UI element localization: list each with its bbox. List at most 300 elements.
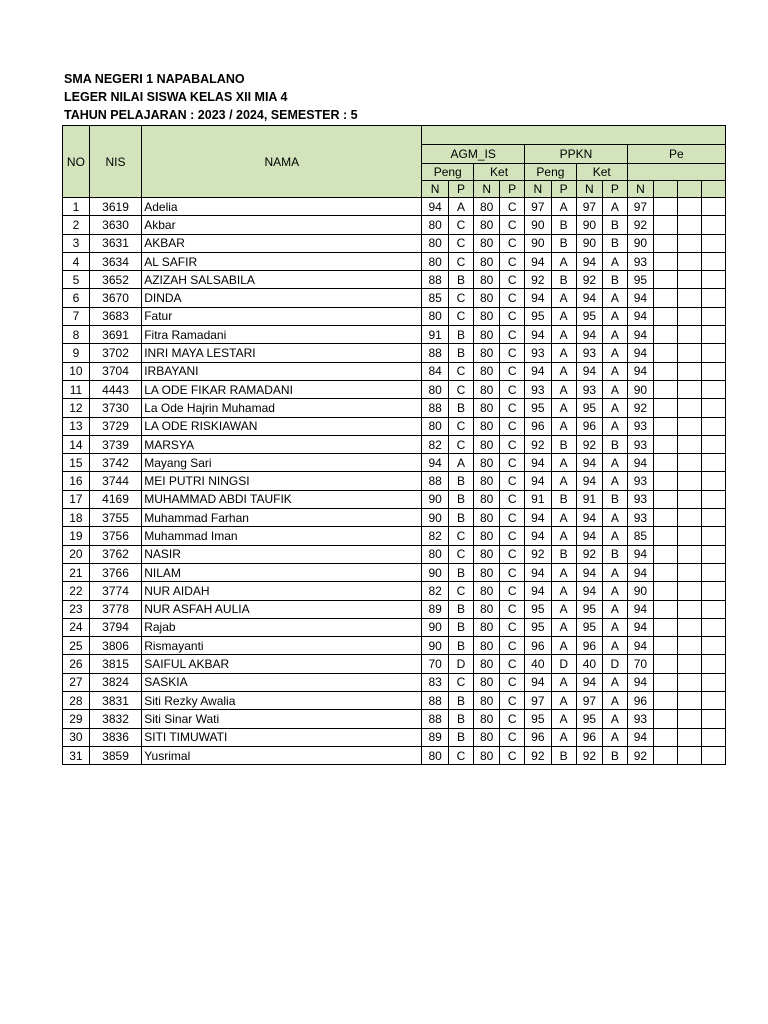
cell-grade: 94 [576, 362, 602, 380]
cell-grade: A [551, 417, 576, 435]
cell-nis: 3729 [89, 417, 141, 435]
cell-grade: A [551, 618, 576, 636]
cell-grade: 80 [422, 380, 449, 398]
cell-grade: 80 [422, 234, 449, 252]
cell-grade: 90 [525, 216, 552, 234]
cell-grade: 95 [525, 399, 552, 417]
cell-grade: 94 [576, 252, 602, 270]
cell-grade: C [448, 545, 473, 563]
cell-grade: 91 [422, 326, 449, 344]
cell-grade: B [603, 234, 628, 252]
cell-grade [677, 417, 702, 435]
table-row [63, 362, 726, 380]
cell-grade [654, 271, 678, 289]
cell-grade [654, 490, 678, 508]
cell-grade: A [603, 563, 628, 581]
cell-grade: A [551, 637, 576, 655]
cell-grade: B [448, 563, 473, 581]
cell-grade: 80 [422, 307, 449, 325]
cell-grade: C [500, 380, 525, 398]
cell-no: 25 [63, 637, 90, 655]
cell-no: 2 [63, 216, 90, 234]
cell-grade [654, 618, 678, 636]
cell-grade: 94 [627, 673, 653, 691]
cell-no: 15 [63, 454, 90, 472]
cell-grade [677, 728, 702, 746]
table-row [63, 234, 726, 252]
cell-grade [654, 563, 678, 581]
cell-nis: 3631 [89, 234, 141, 252]
cell-grade: A [551, 509, 576, 527]
cell-grade [702, 655, 726, 673]
cell-grade [677, 746, 702, 764]
cell-grade: 84 [422, 362, 449, 380]
table-row [63, 655, 726, 673]
cell-grade [677, 234, 702, 252]
cell-grade: 80 [474, 326, 500, 344]
header-ket: Ket [474, 164, 525, 181]
cell-grade: 80 [474, 746, 500, 764]
header-peng: Peng [422, 164, 474, 181]
cell-no: 31 [63, 746, 90, 764]
table-row [63, 307, 726, 325]
cell-grade: B [448, 728, 473, 746]
cell-nama: Siti Rezky Awalia [142, 692, 422, 710]
cell-grade: 80 [474, 728, 500, 746]
cell-grade: C [500, 545, 525, 563]
cell-grade: C [500, 399, 525, 417]
cell-nis: 3670 [89, 289, 141, 307]
cell-grade: 93 [627, 252, 653, 270]
table-row [63, 344, 726, 362]
cell-grade: 93 [576, 380, 602, 398]
cell-grade: 88 [422, 472, 449, 490]
cell-grade [654, 216, 678, 234]
header-ket: Ket [576, 164, 627, 181]
cell-grade: A [448, 198, 473, 216]
cell-grade: 94 [576, 582, 602, 600]
cell-grade: 93 [525, 380, 552, 398]
cell-grade: C [448, 417, 473, 435]
cell-grade: 93 [576, 344, 602, 362]
cell-grade [654, 582, 678, 600]
cell-grade [677, 509, 702, 527]
cell-nis: 3806 [89, 637, 141, 655]
cell-grade: C [500, 673, 525, 691]
cell-grade [702, 563, 726, 581]
cell-nis: 3762 [89, 545, 141, 563]
header-subject-pe: Pe [627, 145, 725, 164]
cell-grade: 80 [474, 509, 500, 527]
cell-nama: Muhammad Iman [142, 527, 422, 545]
table-row [63, 509, 726, 527]
cell-grade: C [500, 746, 525, 764]
cell-grade: A [603, 344, 628, 362]
cell-grade: 94 [627, 637, 653, 655]
cell-grade [702, 472, 726, 490]
cell-grade: C [500, 289, 525, 307]
cell-grade [677, 435, 702, 453]
cell-grade [677, 472, 702, 490]
cell-grade: 96 [576, 728, 602, 746]
cell-grade: 96 [576, 417, 602, 435]
cell-grade: A [551, 289, 576, 307]
cell-grade: 94 [576, 509, 602, 527]
cell-grade: 92 [627, 399, 653, 417]
cell-grade [702, 490, 726, 508]
cell-grade: 82 [422, 527, 449, 545]
cell-grade: 89 [422, 600, 449, 618]
cell-grade: 80 [474, 435, 500, 453]
cell-grade [677, 289, 702, 307]
cell-nis: 3742 [89, 454, 141, 472]
cell-grade: A [603, 527, 628, 545]
cell-grade [677, 271, 702, 289]
cell-grade: C [500, 454, 525, 472]
cell-grade [702, 399, 726, 417]
cell-nis: 3831 [89, 692, 141, 710]
cell-grade: 80 [474, 216, 500, 234]
cell-grade: 70 [422, 655, 449, 673]
cell-grade: 95 [576, 399, 602, 417]
header-n: N [627, 181, 653, 198]
cell-nis: 3683 [89, 307, 141, 325]
cell-grade [677, 399, 702, 417]
cell-grade: C [500, 216, 525, 234]
cell-grade [677, 362, 702, 380]
cell-no: 20 [63, 545, 90, 563]
cell-grade: 82 [422, 435, 449, 453]
cell-grade: D [603, 655, 628, 673]
cell-grade [654, 344, 678, 362]
cell-grade: A [448, 454, 473, 472]
table-row [63, 435, 726, 453]
cell-grade: B [448, 600, 473, 618]
cell-grade [702, 582, 726, 600]
cell-grade: B [551, 234, 576, 252]
cell-grade: 97 [627, 198, 653, 216]
cell-grade: A [551, 326, 576, 344]
cell-grade: 93 [627, 435, 653, 453]
cell-grade: 94 [525, 362, 552, 380]
cell-grade: B [551, 435, 576, 453]
cell-grade: 94 [576, 527, 602, 545]
cell-grade: 80 [422, 216, 449, 234]
cell-grade: 93 [627, 509, 653, 527]
cell-grade: C [500, 362, 525, 380]
cell-grade: 94 [525, 326, 552, 344]
cell-grade [702, 600, 726, 618]
cell-grade: B [603, 746, 628, 764]
cell-nama: NASIR [142, 545, 422, 563]
cell-grade [654, 509, 678, 527]
cell-grade: C [448, 252, 473, 270]
cell-grade: A [603, 399, 628, 417]
cell-nama: SASKIA [142, 673, 422, 691]
cell-no: 1 [63, 198, 90, 216]
table-row [63, 198, 726, 216]
cell-grade: 94 [627, 563, 653, 581]
cell-nama: Akbar [142, 216, 422, 234]
table-row [63, 399, 726, 417]
cell-grade [654, 289, 678, 307]
cell-grade [702, 746, 726, 764]
cell-grade [677, 582, 702, 600]
cell-grade: 94 [525, 563, 552, 581]
cell-grade: 97 [576, 198, 602, 216]
cell-grade [654, 655, 678, 673]
cell-grade: 80 [422, 545, 449, 563]
cell-grade: 93 [627, 710, 653, 728]
cell-grade [654, 198, 678, 216]
cell-grade: A [551, 198, 576, 216]
cell-grade: 96 [525, 728, 552, 746]
cell-grade [654, 600, 678, 618]
cell-grade: B [448, 490, 473, 508]
cell-grade: 83 [422, 673, 449, 691]
cell-grade: C [448, 582, 473, 600]
cell-grade: B [448, 399, 473, 417]
cell-no: 21 [63, 563, 90, 581]
cell-grade: B [603, 490, 628, 508]
cell-nis: 3766 [89, 563, 141, 581]
cell-grade: B [448, 509, 473, 527]
cell-grade: C [500, 600, 525, 618]
cell-no: 28 [63, 692, 90, 710]
cell-grade: A [603, 509, 628, 527]
cell-grade: 40 [576, 655, 602, 673]
cell-no: 14 [63, 435, 90, 453]
cell-grade: C [500, 563, 525, 581]
cell-grade: C [500, 198, 525, 216]
table-row [63, 472, 726, 490]
cell-nama: NUR ASFAH AULIA [142, 600, 422, 618]
table-body [63, 198, 726, 765]
cell-grade: C [500, 582, 525, 600]
cell-grade: 90 [627, 582, 653, 600]
cell-grade [677, 655, 702, 673]
cell-grade: 94 [576, 673, 602, 691]
cell-nama: AKBAR [142, 234, 422, 252]
cell-grade: A [551, 307, 576, 325]
cell-no: 13 [63, 417, 90, 435]
cell-nis: 3859 [89, 746, 141, 764]
cell-grade: 93 [525, 344, 552, 362]
cell-grade [702, 673, 726, 691]
header-p [654, 181, 678, 198]
cell-grade: 94 [525, 582, 552, 600]
table-row [63, 454, 726, 472]
cell-grade: 90 [525, 234, 552, 252]
cell-grade: 92 [576, 545, 602, 563]
cell-grade: 94 [627, 307, 653, 325]
cell-grade: A [603, 362, 628, 380]
cell-grade: 80 [474, 527, 500, 545]
cell-grade: 90 [576, 216, 602, 234]
cell-grade: B [551, 545, 576, 563]
cell-grade: A [603, 710, 628, 728]
cell-grade: C [500, 472, 525, 490]
cell-grade: A [551, 472, 576, 490]
cell-grade: A [551, 673, 576, 691]
cell-grade [654, 692, 678, 710]
cell-grade: A [603, 198, 628, 216]
cell-grade: 95 [576, 710, 602, 728]
cell-grade: 94 [627, 545, 653, 563]
cell-nis: 3756 [89, 527, 141, 545]
cell-grade [702, 307, 726, 325]
cell-grade [654, 362, 678, 380]
cell-grade: 94 [525, 527, 552, 545]
cell-grade: 80 [474, 618, 500, 636]
cell-no: 12 [63, 399, 90, 417]
cell-grade: 94 [627, 600, 653, 618]
cell-grade: C [448, 289, 473, 307]
cell-grade [702, 692, 726, 710]
cell-grade: 85 [422, 289, 449, 307]
cell-no: 22 [63, 582, 90, 600]
cell-nama: LA ODE RISKIAWAN [142, 417, 422, 435]
cell-nama: IRBAYANI [142, 362, 422, 380]
cell-grade [677, 637, 702, 655]
cell-grade [702, 326, 726, 344]
cell-grade: 94 [422, 198, 449, 216]
cell-grade [677, 490, 702, 508]
header-p: P [448, 181, 473, 198]
header-n: N [525, 181, 552, 198]
cell-no: 27 [63, 673, 90, 691]
cell-grade: 90 [422, 637, 449, 655]
cell-grade: B [603, 271, 628, 289]
cell-grade [677, 527, 702, 545]
cell-grade: 95 [525, 618, 552, 636]
cell-no: 23 [63, 600, 90, 618]
cell-grade: C [500, 490, 525, 508]
cell-grade: C [500, 417, 525, 435]
cell-grade [654, 435, 678, 453]
cell-grade: C [500, 637, 525, 655]
cell-grade: 92 [525, 271, 552, 289]
cell-grade: B [448, 692, 473, 710]
cell-no: 16 [63, 472, 90, 490]
cell-nis: 3691 [89, 326, 141, 344]
cell-grade: A [603, 252, 628, 270]
cell-grade [677, 454, 702, 472]
cell-grade: B [603, 435, 628, 453]
cell-grade [654, 399, 678, 417]
table-row [63, 252, 726, 270]
cell-nis: 3794 [89, 618, 141, 636]
cell-grade: 80 [474, 399, 500, 417]
cell-grade [702, 417, 726, 435]
cell-grade: 80 [474, 362, 500, 380]
cell-grade: 95 [627, 271, 653, 289]
cell-grade [702, 344, 726, 362]
header-p: P [500, 181, 525, 198]
cell-grade: A [551, 380, 576, 398]
cell-nama: MUHAMMAD ABDI TAUFIK [142, 490, 422, 508]
cell-grade: 89 [422, 728, 449, 746]
cell-grade [677, 618, 702, 636]
cell-grade [702, 234, 726, 252]
header-nis: NIS [89, 126, 141, 198]
cell-no: 5 [63, 271, 90, 289]
cell-grade: B [448, 271, 473, 289]
cell-grade: A [603, 307, 628, 325]
cell-grade [702, 527, 726, 545]
cell-nama: Muhammad Farhan [142, 509, 422, 527]
cell-no: 11 [63, 380, 90, 398]
table-row [63, 380, 726, 398]
cell-grade: 94 [525, 252, 552, 270]
cell-grade: 40 [525, 655, 552, 673]
cell-grade: 80 [474, 582, 500, 600]
header-p [702, 181, 726, 198]
cell-grade: 80 [474, 637, 500, 655]
cell-nis: 3755 [89, 509, 141, 527]
header-nama: NAMA [142, 126, 422, 198]
cell-grade: 94 [576, 472, 602, 490]
cell-grade: A [603, 728, 628, 746]
table-row [63, 746, 726, 764]
cell-nama: LA ODE FIKAR RAMADANI [142, 380, 422, 398]
cell-grade: 90 [576, 234, 602, 252]
cell-grade: 96 [525, 637, 552, 655]
cell-grade: 95 [525, 710, 552, 728]
cell-nama: Yusrimal [142, 746, 422, 764]
cell-nama: DINDA [142, 289, 422, 307]
cell-grade: A [551, 252, 576, 270]
cell-grade: 95 [576, 600, 602, 618]
cell-grade: 90 [422, 563, 449, 581]
cell-nama: Siti Sinar Wati [142, 710, 422, 728]
cell-nama: AZIZAH SALSABILA [142, 271, 422, 289]
cell-grade [677, 692, 702, 710]
cell-grade [702, 728, 726, 746]
cell-grade: 91 [525, 490, 552, 508]
cell-grade: 80 [474, 417, 500, 435]
cell-grade [654, 637, 678, 655]
cell-grade: 92 [576, 271, 602, 289]
cell-grade: C [500, 509, 525, 527]
cell-grade: A [603, 472, 628, 490]
cell-no: 7 [63, 307, 90, 325]
cell-grade [677, 344, 702, 362]
cell-grade: B [603, 545, 628, 563]
cell-grade: 82 [422, 582, 449, 600]
cell-grade: 95 [576, 618, 602, 636]
cell-grade: 92 [627, 746, 653, 764]
cell-grade: B [448, 344, 473, 362]
cell-nama: INRI MAYA LESTARI [142, 344, 422, 362]
table-row [63, 527, 726, 545]
cell-grade: 88 [422, 399, 449, 417]
cell-nama: Rajab [142, 618, 422, 636]
cell-grade [677, 563, 702, 581]
cell-grade [654, 252, 678, 270]
table-row [63, 710, 726, 728]
cell-grade: 70 [627, 655, 653, 673]
cell-no: 3 [63, 234, 90, 252]
cell-grade [677, 380, 702, 398]
cell-grade: B [448, 637, 473, 655]
cell-grade: 93 [627, 417, 653, 435]
cell-nama: NUR AIDAH [142, 582, 422, 600]
cell-grade: 80 [422, 746, 449, 764]
cell-grade [702, 710, 726, 728]
cell-nis: 3704 [89, 362, 141, 380]
cell-grade: 96 [576, 637, 602, 655]
